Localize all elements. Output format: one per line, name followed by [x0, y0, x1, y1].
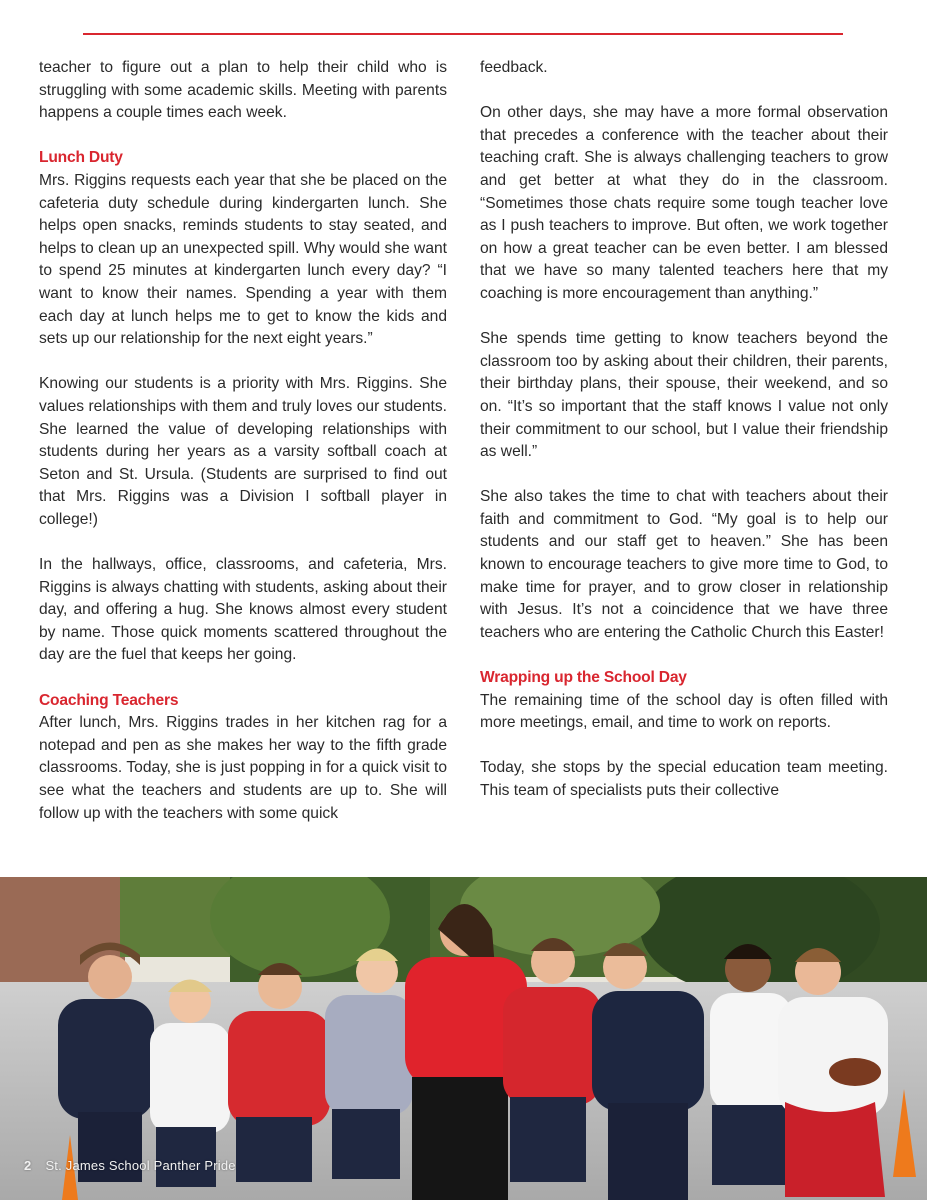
group-photo [0, 877, 927, 1200]
paragraph-other-days: On other days, she may have a more formal observation that precedes a conference with the teacher about their teaching craft. She is always challenging teachers to grow and get better at what they do in the classroom. “Sometimes those chats require some tough teacher love as I push teachers to improve. But often, we work together on how a great teacher can be even better. I am blessed that we have so many talented teachers here that my coaching is more encouragement than anything.” [480, 104, 888, 302]
heading-wrapping-up: Wrapping up the School Day [480, 669, 687, 687]
page-footer [24, 1158, 236, 1173]
paragraph-faith: She also takes the time to chat with teachers about their faith and commitment to God. “My goal is to help our students and our staff get to heaven.” She has been known to encourage teachers to give more time to God, to make time for prayer, and to grow closer in relationship with Jesus. It’s not a coincidence that we have three teachers who are entering the Catholic Church this Easter! [480, 488, 888, 641]
paragraph-remaining: The remaining time of the school day is often filled with more meetings, email, and time to work on reports. [480, 691, 888, 732]
heading-lunch-duty: Lunch Duty [39, 149, 123, 167]
paragraph-intro: teacher to figure out a plan to help their child who is struggling with some academic skills. Meeting with parents happens a couple times each week. [39, 59, 447, 122]
heading-coaching-teachers: Coaching Teachers [39, 691, 179, 709]
paragraph-knowing: Knowing our students is a priority with Mrs. Riggins. She values relationships with them and truly loves our students. She learned the value of developing relationships with students during her years as a varsity softball coach at Seton and St. Ursula. (Students are surprised to find out that Mrs. Riggins was a Division I softball player in college!) [39, 375, 447, 528]
paragraph-today: Today, she stops by the special education team meeting. This team of specialists puts their collective [480, 759, 888, 799]
paragraph-lunch: Mrs. Riggins requests each year that she be placed on the cafeteria duty schedule during kindergarten lunch. She helps open snacks, reminds students to stay seated, and helps to clean up an unexpected spill. Why would she want to spend 25 minutes at kindergarten lunch every day? “I want to know their names. Spending a year with them each day at lunch helps me to get to know the kids and sets up our relationship for the next eight years.” [39, 171, 447, 348]
football [829, 1058, 881, 1086]
left-column [39, 57, 447, 825]
paragraph-feedback: feedback. [480, 59, 548, 76]
publication-name: St. James School Panther Pride [45, 1158, 236, 1173]
page-number: 2 [24, 1158, 32, 1173]
right-column [480, 57, 888, 803]
top-rule [83, 33, 843, 35]
paragraph-spends: She spends time getting to know teachers beyond the classroom too by asking about their children, their parents, their birthday plans, their spouse, their weekend, and so on. “It’s so important that the staff knows I value not only their commitment to our school, but I value their friendship as well.” [480, 330, 888, 461]
paragraph-hallways: In the hallways, office, classrooms, and cafeteria, Mrs. Riggins is always chatting with students, asking about their day, and offering a hug. She knows almost every student by name. Those quick moments scattered throughout the day are the fuel that keeps her going. [39, 556, 447, 664]
paragraph-coaching: After lunch, Mrs. Riggins trades in her kitchen rag for a notepad and pen as she makes her way to the fifth grade classrooms. Today, she is just popping in for a quick visit to see what the teachers and students are up to. She will follow up with the teachers with some quick [39, 714, 447, 822]
group-photo-illustration [0, 877, 927, 1200]
